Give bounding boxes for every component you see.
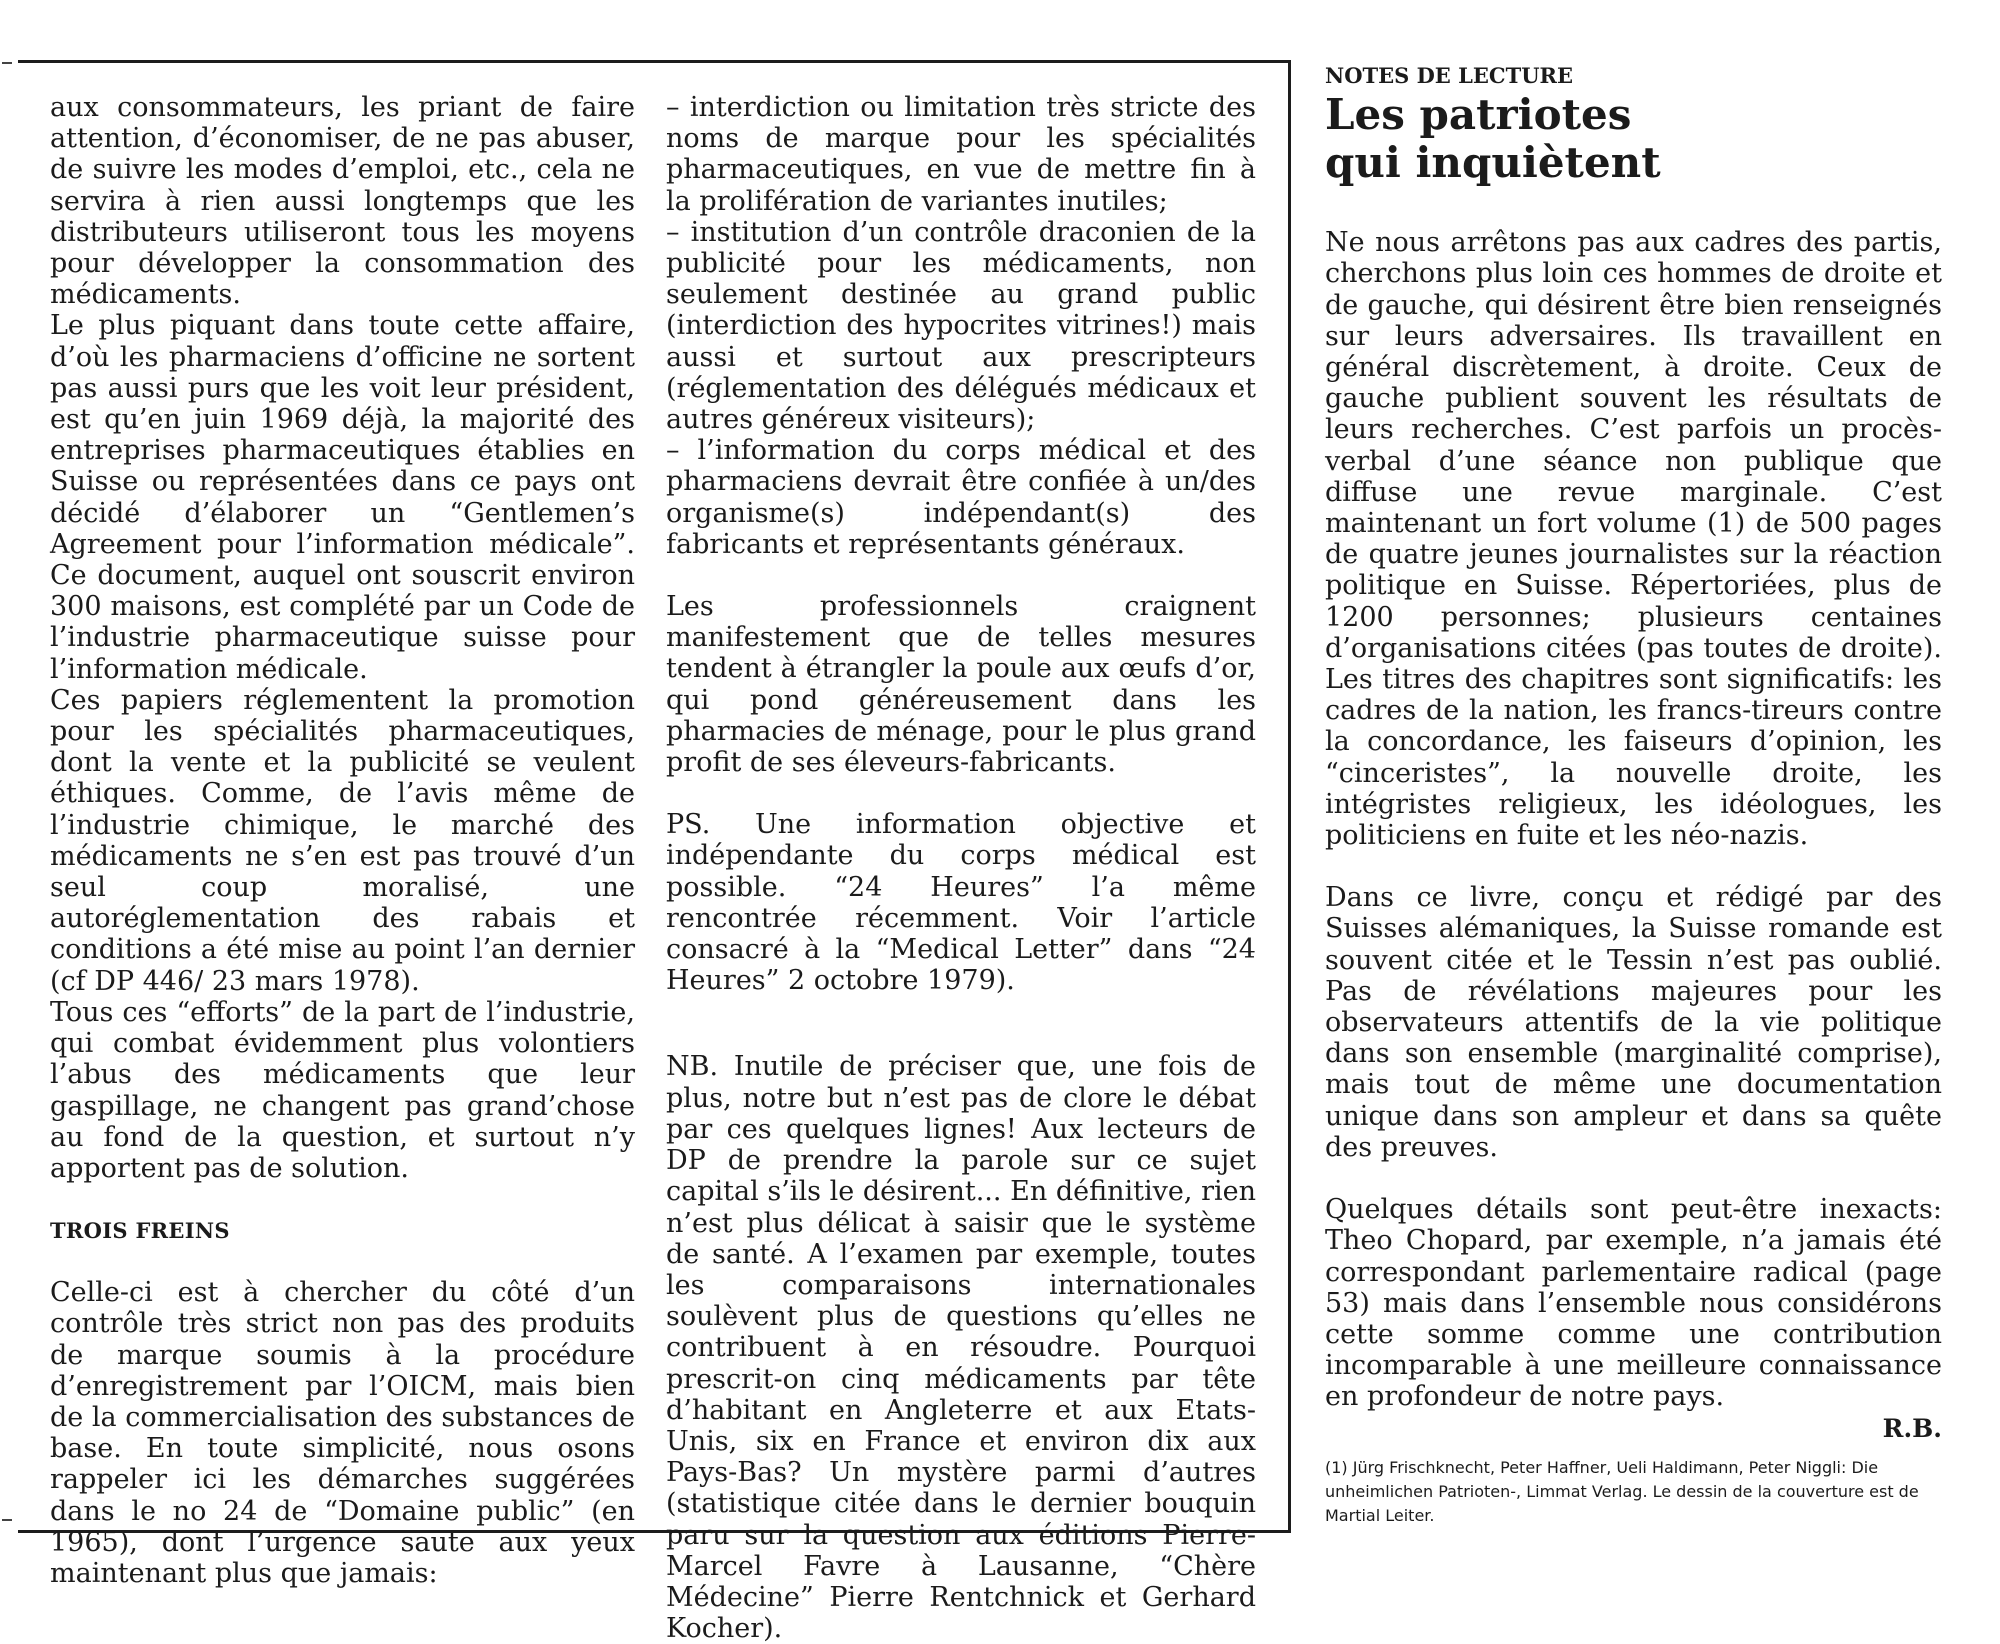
col2-paragraph-professionals: Les professionnels craignent manifestement que de telles mesures tendent à étrangler la poule aux œufs d’or, qui pond généreusement dans les pharmacies de ménage, pour le plus grand profit de ses éleveurs-fabricants. bbox=[666, 591, 1256, 779]
col2-paragraph-ps: PS. Une information objective et indépendante du corps médical est possible. “24 Heures” l’a même rencontrée récemment. Voir l’article consacré à la “Medical Letter” dans “24 Heures” 2 octobre 1979). bbox=[666, 809, 1256, 997]
col2-item-3: – l’information du corps médical et des pharmaciens devrait être confiée à un/des organisme(s) indépendant(s) des fabricants et représentants généraux. bbox=[666, 435, 1256, 560]
col1-paragraph-2: Le plus piquant dans toute cette affaire, d’où les pharmaciens d’officine ne sortent pas aussi purs que les voit leur président, est qu’en juin 1969 déjà, la majorité des entreprises pharmaceutiques établies en Suisse ou représentées dans ce pays ont décidé d’élaborer un “Gentlemen’s Agreement pour l’information médicale”. Ce document, auquel ont souscrit environ 300 maisons, est complété par un Code de l’industrie pharmaceutique suisse pour l’information médicale. bbox=[50, 310, 635, 685]
col1-paragraph-4: Tous ces “efforts” de la part de l’industrie, qui combat évidemment plus volontiers l’abus des médicaments que leur gaspillage, ne changent pas grand’chose au fond de la question, et surtout n’y apportent pas de solution. bbox=[50, 996, 635, 1184]
col3-paragraph-2: Dans ce livre, conçu et rédigé par des Suisses alémaniques, la Suisse romande est souvent citée et le Tessin n’est pas oublié. Pas de révélations majeures pour les observateurs attentifs de la vie politique dans son ensemble (marginalité comprise), mais tout de même une documentation unique dans son ampleur et dans sa quête des preuves. bbox=[1325, 882, 1942, 1163]
col1-paragraph-5: Celle-ci est à chercher du côté d’un contrôle très strict non pas des produits de marque soumis à la procédure d’enregistrement par l’OICM, mais bien de la commercialisation des substances de base. En toute simplicité, nous osons rappeler ici les démarches suggérées dans le no 24 de “Domaine public” (en 1965), dont l’urgence saute aux yeux maintenant plus que jamais: bbox=[50, 1277, 635, 1589]
col2-paragraph-nb: NB. Inutile de préciser que, une fois de plus, notre but n’est pas de clore le débat par ces quelques lignes! Aux lecteurs de DP de prendre la parole sur ce sujet capital s’ils le désirent... En définitive, rien n’est plus délicat à saisir que le système de santé. A l’examen par exemple, toutes les comparaisons internationales soulèvent plus de questions qu’elles ne contribuent à en résoudre. Pourquoi prescrit-on cinq médicaments par tête d’habitant en Angleterre et aux Etats-Unis, six en France et environ dix aux Pays-Bas? Un mystère parmi d’autres (statistique citée dans le dernier bouquin paru sur la question aux éditions Pierre-Marcel Favre à Lausanne, “Chère Médecine” Pierre Rentchnick et Gerhard Kocher). bbox=[666, 1051, 1256, 1644]
section-kicker: NOTES DE LECTURE bbox=[1325, 63, 1574, 88]
section-heading-trois-freins: TROIS FREINS bbox=[50, 1218, 230, 1244]
col1-paragraph-1: aux consommateurs, les priant de faire attention, d’économiser, de ne pas abuser, de suivre les modes d’emploi, etc., cela ne servira à rien aussi longtemps que les distributeurs utiliseront tous les moyens pour développer la consommation des médicaments. bbox=[50, 92, 635, 311]
article-title-line-1: Les patriotes bbox=[1325, 90, 1632, 140]
margin-tick-bottom bbox=[2, 1519, 12, 1521]
col2-item-1: – interdiction ou limitation très stricte des noms de marque pour les spécialités pharmaceutiques, en vue de mettre fin à la prolifération de variantes inutiles; bbox=[666, 92, 1256, 217]
column-1 bbox=[50, 92, 635, 1589]
frame-right-border bbox=[1288, 60, 1291, 1533]
col3-paragraph-3: Quelques détails sont peut-être inexacts: Theo Chopard, par exemple, n’a jamais été correspondant parlementaire radical (page 53) mais dans l’ensemble nous considérons cette somme comme une contribution incomparable à une meilleure connaissance en profondeur de notre pays. bbox=[1325, 1194, 1942, 1413]
article-title bbox=[1325, 91, 1942, 187]
column-3 bbox=[1325, 60, 1942, 1444]
article-title-line-2: qui inquiètent bbox=[1325, 138, 1661, 188]
col1-paragraph-3: Ces papiers réglementent la promotion pour les spécialités pharmaceutiques, dont la vente et la publicité se veulent éthiques. Comme, de l’avis même de l’industrie chimique, le marché des médicaments ne s’en est pas trouvé d’un seul coup moralisé, une autoréglementation des rabais et conditions a été mise au point l’an dernier (cf DP 446/ 23 mars 1978). bbox=[50, 684, 635, 997]
margin-tick-top bbox=[2, 62, 12, 64]
col2-item-2: – institution d’un contrôle draconien de la publicité pour les médicaments, non seulement destinée au grand public (interdiction des hypocrites vitrines!) mais aussi et surtout aux prescripteurs (réglementation des délégués médicaux et autres généreux visiteurs); bbox=[666, 216, 1256, 436]
frame-top-border bbox=[18, 60, 1291, 63]
column-2 bbox=[666, 92, 1256, 1644]
col3-paragraph-1: Ne nous arrêtons pas aux cadres des partis, cherchons plus loin ces hommes de droite et de gauche, qui désirent être bien renseignés sur leurs adversaires. Ils travaillent en général discrètement, à droite. Ceux de gauche publient souvent les résultats de leurs recherches. C’est parfois un procès-verbal d’une séance non publique que diffuse une revue marginale. C’est maintenant un fort volume (1) de 500 pages de quatre jeunes journalistes sur la réaction politique en Suisse. Répertoriées, plus de 1200 personnes; plusieurs centaines d’organisations citées (pas toutes de droite). Les titres des chapitres sont significatifs: les cadres de la nation, les francs-tireurs contre la concordance, les faiseurs d’opinion, les “cinceristes”, la nouvelle droite, les intégristes religieux, les idéologues, les politiciens en fuite et les néo-nazis. bbox=[1325, 227, 1942, 852]
footnote: (1) Jürg Frischknecht, Peter Haffner, Ueli Haldimann, Peter Niggli: Die unheimlichen Patrioten-, Limmat Verlag. Le dessin de la couverture est de Martial Leiter. bbox=[1325, 1458, 1919, 1525]
author-signature: R.B. bbox=[1882, 1413, 1942, 1443]
